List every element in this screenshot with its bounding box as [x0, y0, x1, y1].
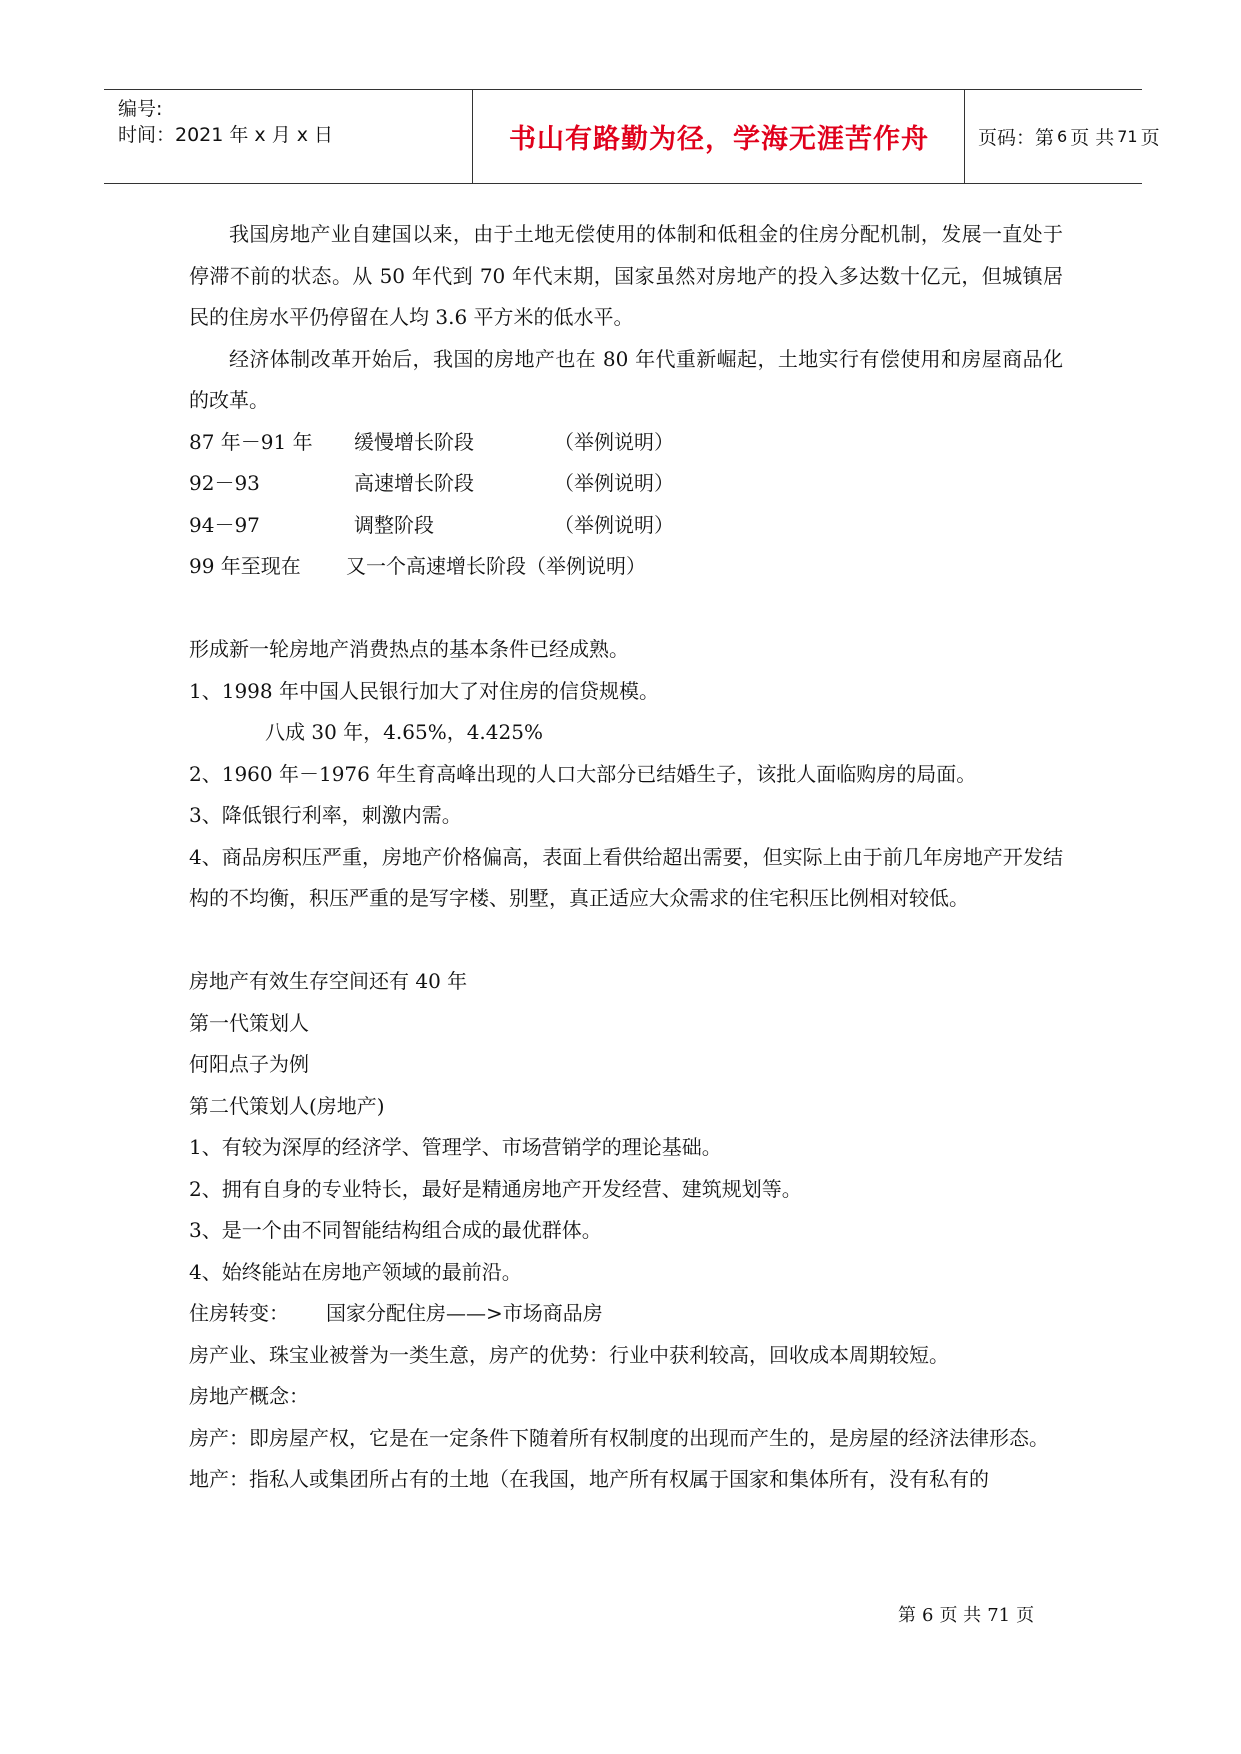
fangchan-definition: 房产：即房屋产权，它是在一定条件下随着所有权制度的出现而产生的，是房屋的经济法律形态。 [189, 1425, 1049, 1450]
stage-row [189, 546, 1063, 588]
second-gen-item: 4、始终能站在房地产领域的最前沿。 [189, 1259, 522, 1284]
header-page-current: 6 [1057, 127, 1068, 146]
header-page-info [978, 90, 1160, 183]
spacer [189, 920, 1063, 962]
header-meta [118, 90, 470, 183]
housing-change-label: 住房转变： [189, 1301, 289, 1325]
second-gen-item: 3、是一个由不同智能结构组合成的最优群体。 [189, 1218, 602, 1242]
stage-period: 92－93 [189, 471, 260, 495]
header-motto: 书山有路勤为径，学海无涯苦作舟 [509, 124, 929, 155]
paragraph-history: 我国房地产业自建国以来，由于土地无偿使用的体制和低租金的住房分配机制，发展一直处于停滞不前的状态。从 50 年代到 70 年代末期，国家虽然对房地产的投入多达数十亿元，但城镇居民的住房水平仍停留在人均 3.6 平方米的低水平。 [189, 222, 1063, 329]
second-gen-item: 2、拥有自身的专业特长，最好是精通房地产开发经营、建筑规划等。 [189, 1176, 802, 1201]
stage-row [189, 463, 1063, 505]
condition-item-detail: 八成 30 年，4.65%，4.425% [265, 720, 543, 744]
concept-heading: 房地产概念： [189, 1384, 309, 1408]
page-footer [898, 1601, 1040, 1627]
stage-note: （举例说明） [554, 512, 674, 537]
condition-item: 1、1998 年中国人民银行加大了对住房的信贷规模。 [189, 678, 659, 703]
condition-item: 2、1960 年－1976 年生育高峰出现的人口大部分已结婚生子，该批人面临购房的局面。 [189, 761, 977, 786]
living-space-line: 房地产有效生存空间还有 40 年 [189, 969, 468, 993]
stage-period: 87 年－91 年 [189, 429, 313, 454]
stage-period: 94－97 [189, 512, 260, 537]
stage-phase: 又一个高速增长阶段（举例说明） [346, 554, 646, 578]
housing-change-value: 国家分配住房——>市场商品房 [326, 1301, 603, 1325]
header-divider-right [964, 90, 965, 183]
housing-change-line [189, 1293, 1063, 1335]
spacer [189, 588, 1063, 630]
industry-line: 房产业、珠宝业被誉为一类生意，房产的优势：行业中获利较高，回收成本周期较短。 [189, 1342, 949, 1367]
footer-total: 71 [987, 1605, 1011, 1626]
stage-row [189, 505, 1063, 547]
header-number-label: 编号: [118, 98, 163, 120]
footer-mid: 页 共 [939, 1605, 982, 1626]
stage-note: （举例说明） [554, 471, 674, 495]
first-gen-heading: 第一代策划人 [189, 1010, 309, 1035]
condition-item: 4、商品房积压严重，房地产价格偏高，表面上看供给超出需要，但实际上由于前几年房地产开发结构的不均衡，积压严重的是写字楼、别墅，真正适应大众需求的住宅积压比例相对较低。 [189, 844, 1063, 910]
header-page-suffix: 页 [1140, 127, 1160, 149]
condition-item: 3、降低银行利率，刺激内需。 [189, 803, 462, 827]
conditions-title: 形成新一轮房地产消费热点的基本条件已经成熟。 [189, 637, 629, 661]
page-header [104, 89, 1160, 184]
footer-suffix: 页 [1016, 1605, 1035, 1626]
paragraph-reform: 经济体制改革开始后，我国的房地产也在 80 年代重新崛起，土地实行有偿使用和房屋商品化的改革。 [189, 346, 1063, 412]
stage-phase: 调整阶段 [354, 512, 434, 537]
header-divider-left [472, 90, 473, 183]
footer-current: 6 [922, 1605, 934, 1626]
header-page-total: 71 [1117, 127, 1138, 146]
footer-prefix: 第 [898, 1605, 916, 1626]
stage-phase: 缓慢增长阶段 [354, 429, 474, 454]
stage-note: （举例说明） [554, 429, 674, 454]
second-gen-item: 1、有较为深厚的经济学、管理学、市场营销学的理论基础。 [189, 1135, 722, 1159]
header-page-prefix: 页码：第 [978, 127, 1055, 149]
header-page-mid: 页 共 [1070, 127, 1115, 149]
document-body [189, 214, 1063, 1501]
dichan-definition: 地产：指私人或集团所占有的土地（在我国，地产所有权属于国家和集体所有，没有私有的 [189, 1467, 989, 1491]
stage-period: 99 年至现在 [189, 554, 301, 578]
stage-row [189, 422, 1063, 464]
stage-phase: 高速增长阶段 [354, 471, 474, 495]
first-gen-example: 何阳点子为例 [189, 1052, 309, 1076]
second-gen-heading: 第二代策划人(房地产) [189, 1093, 385, 1118]
header-time-label: 时间：2021 年 x 月 x 日 [118, 124, 334, 146]
